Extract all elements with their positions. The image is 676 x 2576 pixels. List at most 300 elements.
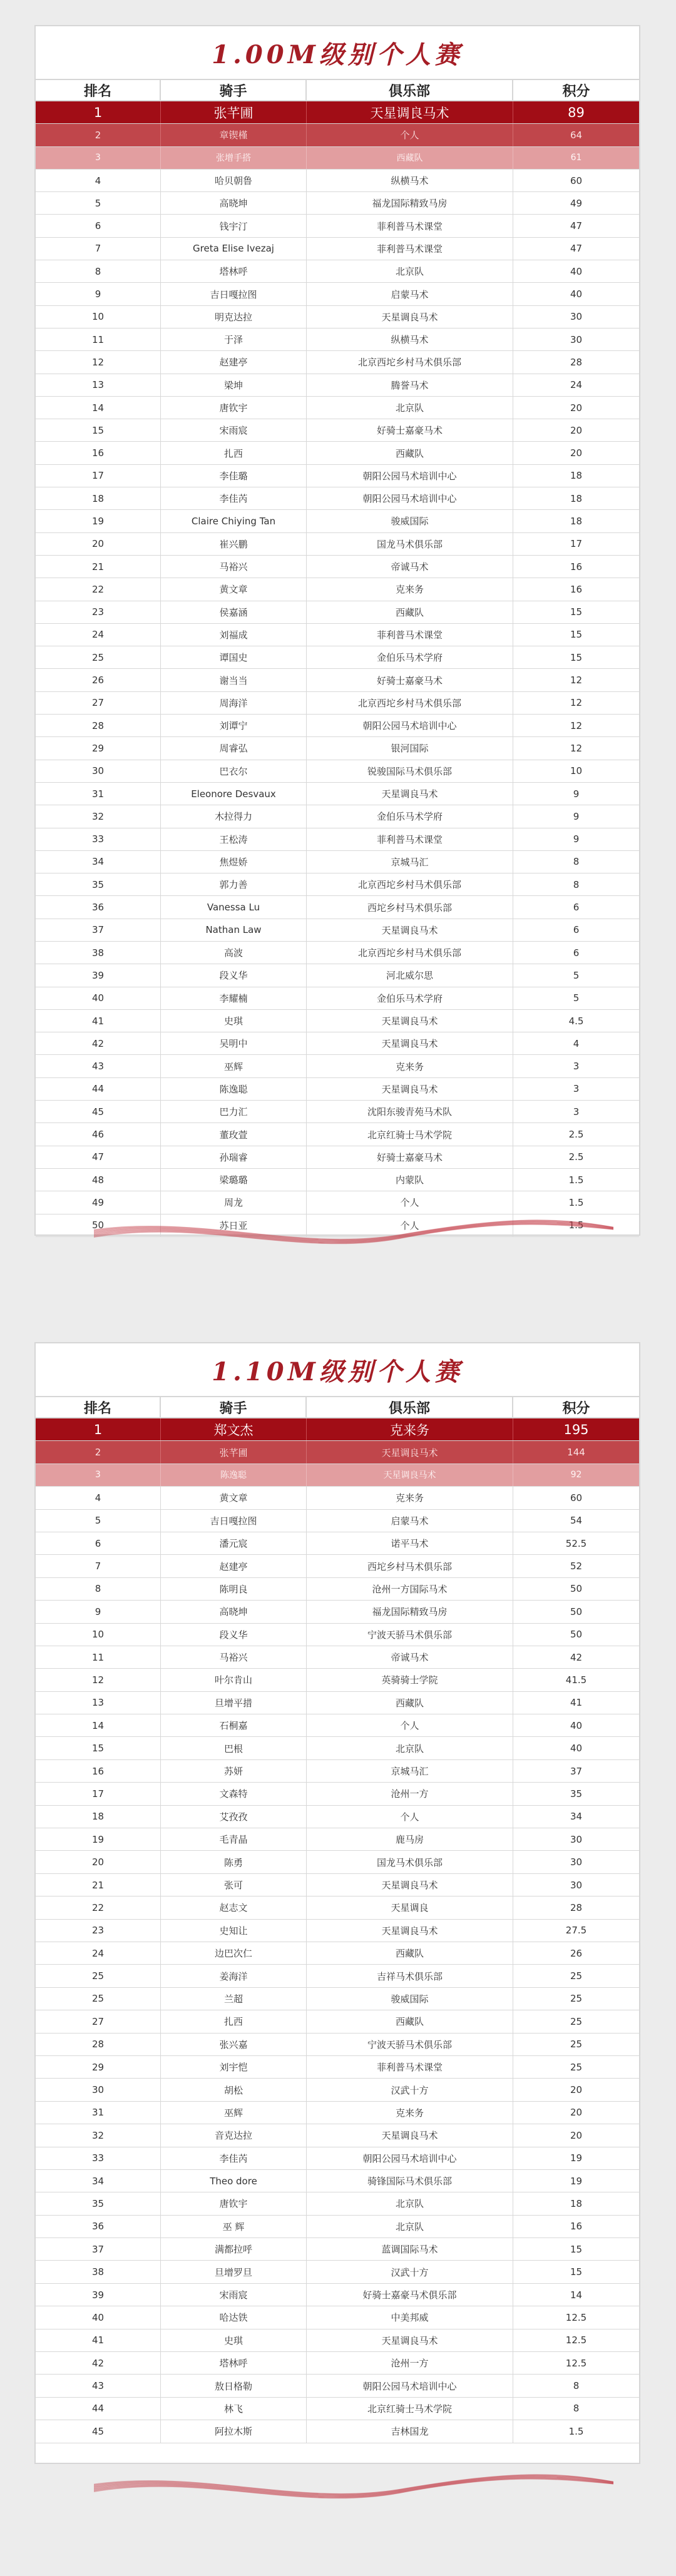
cell-rider: 林飞 — [161, 2398, 307, 2420]
table-row — [36, 1146, 639, 1169]
cell-rank: 28 — [36, 2034, 161, 2055]
cell-rank: 29 — [36, 737, 161, 759]
cell-club: 北京队 — [307, 1737, 513, 1759]
cell-points: 6 — [573, 902, 580, 914]
cell-points: 1.5 — [568, 1174, 584, 1186]
cell-club: 天星调良马术 — [307, 1010, 513, 1032]
cell-points: 50 — [570, 1606, 583, 1617]
cell-rank: 19 — [36, 510, 161, 532]
cell-club: 骑锋国际马术俱乐部 — [307, 2170, 513, 2192]
cell-rider: 明克达拉 — [161, 306, 307, 328]
cell-club: 西藏队 — [307, 601, 513, 623]
cell-rider: 巴力汇 — [161, 1101, 307, 1123]
cell-rank: 12 — [36, 1669, 161, 1691]
cell-points: 8 — [573, 856, 580, 868]
cell-rider: 刘宇恺 — [161, 2056, 307, 2078]
table-row — [36, 828, 639, 851]
cell-rank: 34 — [36, 2170, 161, 2192]
cell-points: 35 — [570, 1788, 583, 1800]
table-row — [36, 442, 639, 464]
cell-rank: 25 — [36, 1988, 161, 2010]
table-row — [36, 533, 639, 556]
cell-points: 1.5 — [568, 1219, 584, 1231]
cell-club: 朝阳公园马术培训中心 — [307, 487, 513, 509]
cell-points: 42 — [570, 1651, 583, 1663]
cell-club: 沧州一方国际马术 — [307, 1578, 513, 1600]
cell-club: 福龙国际精致马房 — [307, 1601, 513, 1622]
cell-rider: Theo dore — [161, 2170, 307, 2192]
cell-points: 15 — [570, 2243, 583, 2255]
table-title: 1.00M级别个人赛 — [212, 39, 463, 69]
header-rider: 骑手 — [161, 80, 307, 100]
cell-rider: 段义华 — [161, 1624, 307, 1646]
cell-rider: 敖日格勒 — [161, 2375, 307, 2396]
cell-rider: 旦增平措 — [161, 1692, 307, 1714]
cell-club: 帝诚马术 — [307, 556, 513, 578]
cell-club: 克来务 — [307, 2102, 513, 2124]
cell-rank: 30 — [36, 2079, 161, 2100]
cell-rank: 24 — [36, 1942, 161, 1964]
cell-points: 27.5 — [565, 1925, 587, 1937]
cell-rank: 27 — [36, 692, 161, 714]
table-row — [36, 260, 639, 283]
table-row — [36, 1896, 639, 1919]
cell-points: 30 — [570, 333, 583, 345]
cell-club: 好骑士嘉豪马术 — [307, 419, 513, 441]
cell-club: 西藏队 — [307, 442, 513, 464]
cell-points: 3 — [573, 1061, 580, 1072]
cell-rider: 石桐嘉 — [161, 1714, 307, 1736]
cell-rank: 3 — [36, 147, 161, 169]
table-row — [36, 1714, 639, 1737]
table-row — [36, 2238, 639, 2261]
cell-rank: 36 — [36, 896, 161, 918]
cell-points: 12 — [570, 675, 583, 686]
cell-club: 沧州一方 — [307, 1783, 513, 1805]
cell-rider: 马裕兴 — [161, 1646, 307, 1668]
table-row — [36, 238, 639, 260]
cell-points: 1.5 — [568, 1196, 584, 1208]
cell-rider: Vanessa Lu — [161, 896, 307, 918]
table-row — [36, 760, 639, 783]
cell-points: 12 — [570, 720, 583, 731]
cell-rider: 木拉得力 — [161, 805, 307, 827]
cell-points: 2.5 — [568, 1151, 584, 1163]
cell-club: 天星调良马术 — [307, 1032, 513, 1054]
cell-club: 汉武十方 — [307, 2079, 513, 2100]
cell-rider: 张可 — [161, 1874, 307, 1896]
cell-rank: 25 — [36, 646, 161, 668]
table-row — [36, 1920, 639, 1942]
cell-rider: 焦煜娇 — [161, 851, 307, 873]
cell-rank: 4 — [36, 1487, 161, 1509]
table-row — [36, 1692, 639, 1714]
cell-club: 北京西坨乡村马术俱乐部 — [307, 873, 513, 895]
cell-rank: 4 — [36, 170, 161, 191]
cell-rider: 董玫萱 — [161, 1123, 307, 1145]
table-row — [36, 1032, 639, 1055]
table-row — [36, 510, 639, 532]
cell-rider: 崔兴鹏 — [161, 533, 307, 555]
cell-rank: 12 — [36, 351, 161, 373]
cell-points: 144 — [567, 1447, 585, 1459]
table-row — [36, 2398, 639, 2420]
cell-club: 天星调良马术 — [307, 306, 513, 328]
cell-club: 西藏队 — [307, 1692, 513, 1714]
cell-rank: 6 — [36, 1532, 161, 1554]
cell-points: 41 — [570, 1697, 583, 1709]
cell-rank: 25 — [36, 1965, 161, 1987]
cell-rider: 章锲槿 — [161, 124, 307, 146]
cell-rank: 42 — [36, 1032, 161, 1054]
cell-rider: 唐钦宇 — [161, 2192, 307, 2214]
table-row — [36, 147, 639, 170]
cell-club: 天星调良马术 — [307, 1441, 513, 1463]
cell-rank: 40 — [36, 987, 161, 1009]
ranking-card-2 — [34, 1342, 640, 2464]
cell-club: 朝阳公园马术培训中心 — [307, 715, 513, 736]
cell-rank: 17 — [36, 465, 161, 487]
cell-club: 河北威尔思 — [307, 964, 513, 986]
table-row — [36, 306, 639, 328]
cell-points: 2.5 — [568, 1129, 584, 1140]
cell-club: 克来务 — [307, 578, 513, 600]
cell-points: 16 — [570, 561, 583, 573]
cell-club: 菲利普马术课堂 — [307, 238, 513, 260]
cell-rank: 18 — [36, 487, 161, 509]
cell-club: 天星调良马术 — [307, 783, 513, 805]
table-row — [36, 170, 639, 192]
cell-rider: 刘福成 — [161, 624, 307, 646]
cell-rider: 塔林呼 — [161, 260, 307, 282]
table-row — [36, 2102, 639, 2124]
cell-rank: 11 — [36, 328, 161, 350]
cell-rider: 扎西 — [161, 2010, 307, 2032]
table-row — [36, 987, 639, 1010]
cell-points: 4.5 — [568, 1015, 584, 1027]
cell-rank: 31 — [36, 783, 161, 805]
table-row — [36, 1988, 639, 2010]
cell-rank: 37 — [36, 919, 161, 941]
table-row — [36, 1783, 639, 1805]
cell-rank: 20 — [36, 1851, 161, 1873]
table-row — [36, 2124, 639, 2147]
table-row — [36, 2034, 639, 2056]
cell-rank: 13 — [36, 1692, 161, 1714]
header-rider: 骑手 — [161, 1397, 307, 1417]
cell-rank: 21 — [36, 556, 161, 578]
cell-rider: 哈贝朝鲁 — [161, 170, 307, 191]
cell-points: 20 — [570, 2129, 583, 2141]
cell-club: 骏威国际 — [307, 1988, 513, 2010]
cell-rank: 8 — [36, 260, 161, 282]
table-row — [36, 2306, 639, 2329]
cell-points: 20 — [570, 424, 583, 436]
table-row — [36, 1965, 639, 1987]
cell-points: 16 — [570, 583, 583, 595]
cell-points: 9 — [573, 833, 580, 845]
cell-club: 北京红骑士马术学院 — [307, 1123, 513, 1145]
table-row — [36, 692, 639, 715]
cell-points: 4 — [573, 1037, 580, 1049]
cell-points: 19 — [570, 2152, 583, 2164]
cell-club: 吉祥马术俱乐部 — [307, 1965, 513, 1987]
table-header — [36, 79, 639, 101]
cell-rank: 50 — [36, 1214, 161, 1236]
cell-points: 18 — [570, 2197, 583, 2209]
table-row — [36, 2375, 639, 2397]
table-row — [36, 805, 639, 828]
header-points: 积分 — [562, 1400, 590, 1417]
ranking-card-1 — [34, 25, 640, 1236]
cell-rider: Greta Elise Ivezaj — [161, 238, 307, 260]
table-row — [36, 1624, 639, 1646]
cell-points: 25 — [570, 1993, 583, 2005]
cell-rank: 26 — [36, 669, 161, 691]
cell-points: 8 — [573, 878, 580, 890]
header-club: 俱乐部 — [307, 80, 513, 100]
cell-club: 天星调良马术 — [307, 1464, 513, 1486]
cell-points: 41.5 — [565, 1674, 587, 1686]
cell-rider: 苏妍 — [161, 1760, 307, 1782]
cell-rider: 巫辉 — [161, 1055, 307, 1077]
cell-club: 个人 — [307, 1806, 513, 1828]
cell-rank: 44 — [36, 1078, 161, 1100]
cell-points: 50 — [570, 1629, 583, 1641]
table-row — [36, 2329, 639, 2352]
cell-club: 京城马汇 — [307, 1760, 513, 1782]
table-row — [36, 374, 639, 397]
cell-rider: 唐钦宇 — [161, 397, 307, 419]
cell-rank: 39 — [36, 2284, 161, 2306]
cell-points: 18 — [570, 470, 583, 482]
table-row — [36, 783, 639, 805]
table-row — [36, 1760, 639, 1783]
cell-rank: 9 — [36, 283, 161, 305]
cell-club: 北京西坨乡村马术俱乐部 — [307, 692, 513, 714]
cell-points: 26 — [570, 1947, 583, 1959]
cell-rider: 史琪 — [161, 2329, 307, 2351]
table-row — [36, 2261, 639, 2283]
cell-rank: 31 — [36, 2102, 161, 2124]
cell-rider: 潘元宸 — [161, 1532, 307, 1554]
cell-rank: 44 — [36, 2398, 161, 2420]
cell-rank: 24 — [36, 624, 161, 646]
table-row — [36, 1828, 639, 1851]
cell-rank: 1 — [36, 101, 161, 123]
table-row — [36, 1806, 639, 1828]
cell-club: 英骑骑士学院 — [307, 1669, 513, 1691]
cell-rider: 巫辉 — [161, 2102, 307, 2124]
cell-club: 北京西坨乡村马术俱乐部 — [307, 351, 513, 373]
table-row — [36, 1851, 639, 1873]
cell-club: 克来务 — [307, 1487, 513, 1509]
cell-rank: 16 — [36, 1760, 161, 1782]
cell-rank: 13 — [36, 374, 161, 396]
cell-club: 天星调良马术 — [307, 919, 513, 941]
cell-rider: 高晓坤 — [161, 1601, 307, 1622]
table-row — [36, 737, 639, 760]
cell-club: 天星调良马术 — [307, 1078, 513, 1100]
table-row — [36, 328, 639, 351]
table-row — [36, 465, 639, 487]
table-row — [36, 2284, 639, 2306]
cell-rider: 陈勇 — [161, 1851, 307, 1873]
cell-club: 北京红骑士马术学院 — [307, 2398, 513, 2420]
cell-points: 12 — [570, 742, 583, 754]
cell-points: 3 — [573, 1106, 580, 1117]
table-row — [36, 1646, 639, 1669]
cell-club: 天星调良马术 — [307, 1920, 513, 1942]
cell-rider: 孙瑞睿 — [161, 1146, 307, 1168]
cell-club: 骏威国际 — [307, 510, 513, 532]
table-header — [36, 1396, 639, 1418]
cell-points: 47 — [570, 220, 583, 232]
cell-rank: 2 — [36, 1441, 161, 1463]
cell-points: 49 — [570, 197, 583, 209]
cell-rider: 张芊圃 — [161, 1441, 307, 1463]
cell-points: 20 — [570, 2107, 583, 2119]
cell-points: 15 — [570, 629, 583, 641]
cell-club: 菲利普马术课堂 — [307, 2056, 513, 2078]
table-row — [36, 124, 639, 146]
cell-club: 西坨乡村马术俱乐部 — [307, 896, 513, 918]
cell-points: 40 — [570, 1719, 583, 1731]
table-row — [36, 964, 639, 987]
cell-rider: 胡松 — [161, 2079, 307, 2100]
cell-points: 14 — [570, 2289, 583, 2301]
cell-club: 金伯乐马术学府 — [307, 805, 513, 827]
cell-rider: 马裕兴 — [161, 556, 307, 578]
cell-rider: 周龙 — [161, 1191, 307, 1213]
cell-points: 52 — [570, 1560, 583, 1572]
cell-club: 宁波天骄马术俱乐部 — [307, 2034, 513, 2055]
table-row — [36, 1464, 639, 1487]
cell-club: 西藏队 — [307, 147, 513, 169]
cell-points: 52.5 — [565, 1537, 587, 1549]
table-row — [36, 919, 639, 942]
table-row — [36, 1487, 639, 1509]
table-row — [36, 556, 639, 578]
cell-points: 6 — [573, 947, 580, 959]
cell-rider: 侯嘉涵 — [161, 601, 307, 623]
cell-rank: 35 — [36, 873, 161, 895]
cell-rank: 40 — [36, 2306, 161, 2328]
cell-rank: 22 — [36, 1896, 161, 1918]
cell-club: 帝诚马术 — [307, 1646, 513, 1668]
cell-points: 15 — [570, 606, 583, 618]
cell-rider: 哈达铁 — [161, 2306, 307, 2328]
cell-rank: 35 — [36, 2192, 161, 2214]
cell-rank: 49 — [36, 1191, 161, 1213]
cell-rank: 14 — [36, 1714, 161, 1736]
cell-club: 北京队 — [307, 2192, 513, 2214]
cell-points: 15 — [570, 651, 583, 663]
cell-club: 沈阳东骏青苑马术队 — [307, 1101, 513, 1123]
cell-points: 8 — [573, 2380, 580, 2392]
table-row — [36, 851, 639, 873]
cell-points: 6 — [573, 924, 580, 936]
cell-points: 60 — [570, 175, 583, 186]
cell-points: 25 — [570, 1970, 583, 1982]
cell-rank: 38 — [36, 2261, 161, 2283]
cell-rider: 郭力善 — [161, 873, 307, 895]
cell-points: 28 — [570, 356, 583, 368]
cell-points: 24 — [570, 379, 583, 391]
cell-points: 16 — [570, 2221, 583, 2232]
table-row — [36, 1874, 639, 1896]
cell-club: 福龙国际精致马房 — [307, 192, 513, 214]
cell-club: 纵横马术 — [307, 170, 513, 191]
table-row — [36, 1737, 639, 1759]
table-row — [36, 1418, 639, 1441]
cell-rider: 陈明良 — [161, 1578, 307, 1600]
table-row — [36, 351, 639, 374]
table-body — [36, 101, 639, 1237]
table-row — [36, 1123, 639, 1146]
cell-points: 18 — [570, 492, 583, 504]
cell-rider: 艾孜孜 — [161, 1806, 307, 1828]
cell-rider: 史琪 — [161, 1010, 307, 1032]
table-row — [36, 1078, 639, 1101]
cell-rider: 高晓坤 — [161, 192, 307, 214]
table-title: 1.10M级别个人赛 — [212, 1357, 463, 1387]
cell-rider: Nathan Law — [161, 919, 307, 941]
cell-rank: 5 — [36, 1510, 161, 1532]
cell-points: 12 — [570, 697, 583, 709]
header-points: 积分 — [562, 83, 590, 99]
cell-rider: 苏日亚 — [161, 1214, 307, 1236]
cell-points: 40 — [570, 288, 583, 300]
cell-club: 个人 — [307, 1191, 513, 1213]
table-row — [36, 669, 639, 691]
cell-rider: 巴根 — [161, 1737, 307, 1759]
table-row — [36, 2010, 639, 2033]
cell-rider: 李耀楠 — [161, 987, 307, 1009]
table-row — [36, 2216, 639, 2238]
cell-rider: Claire Chiying Tan — [161, 510, 307, 532]
cell-points: 10 — [570, 765, 583, 777]
cell-rider: 张芊圃 — [161, 101, 307, 123]
cell-points: 92 — [570, 1470, 582, 1480]
cell-rank: 27 — [36, 2010, 161, 2032]
table-row — [36, 419, 639, 442]
cell-rank: 3 — [36, 1464, 161, 1486]
table-row — [36, 397, 639, 419]
cell-points: 15 — [570, 2266, 583, 2278]
cell-club: 京城马汇 — [307, 851, 513, 873]
cell-points: 40 — [570, 265, 583, 277]
cell-rider: 高波 — [161, 942, 307, 964]
cell-rank: 33 — [36, 828, 161, 850]
cell-club: 天星调良 — [307, 1896, 513, 1918]
cell-rank: 41 — [36, 1010, 161, 1032]
cell-points: 34 — [570, 1811, 583, 1823]
cell-rank: 30 — [36, 760, 161, 782]
table-row — [36, 601, 639, 624]
cell-club: 国龙马术俱乐部 — [307, 533, 513, 555]
cell-points: 195 — [563, 1422, 589, 1437]
cell-rider: 塔林呼 — [161, 2352, 307, 2374]
table-row — [36, 487, 639, 510]
cell-club: 朝阳公园马术培训中心 — [307, 2147, 513, 2169]
cell-rank: 42 — [36, 2352, 161, 2374]
cell-rank: 15 — [36, 419, 161, 441]
cell-rank: 43 — [36, 1055, 161, 1077]
table-row — [36, 1532, 639, 1555]
table-row — [36, 578, 639, 601]
cell-rank: 48 — [36, 1169, 161, 1191]
